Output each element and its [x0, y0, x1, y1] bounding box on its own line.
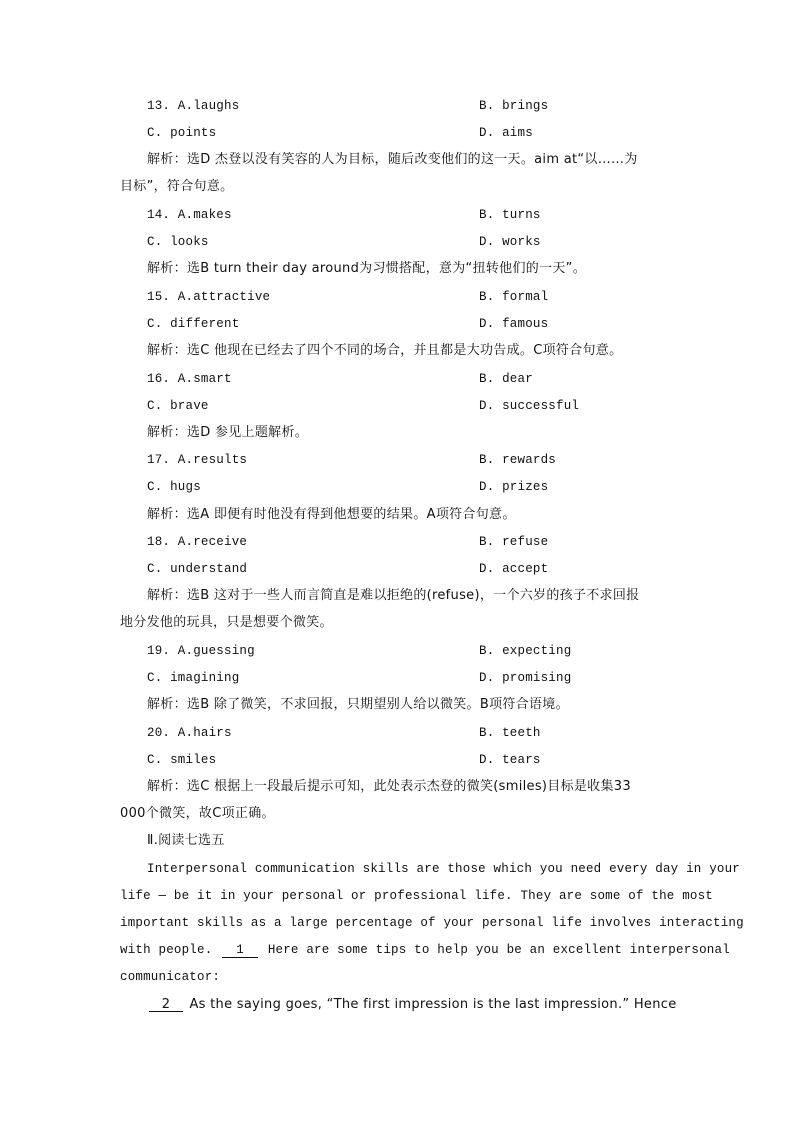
q14-option-d: D. works	[479, 235, 541, 249]
q18-option-a: 18. A.receive	[147, 535, 248, 549]
q17-option-a: 17. A.results	[147, 453, 248, 467]
q17-explanation: 解析：选A 即便有时他没有得到他想要的结果。A项符合句意。	[147, 507, 516, 522]
passage-p1-line4	[120, 942, 730, 958]
q16-option-c: C. brave	[147, 399, 209, 413]
q13-explanation-line1: 解析：选D 杰登以没有笑容的人为目标，随后改变他们的这一天。aim at“以……为	[147, 152, 638, 167]
passage-p2-line1-text: As the saying goes, “The first impression is the last impression.” Hence	[189, 997, 677, 1012]
q13-option-b: B. brings	[479, 99, 549, 113]
q19-option-b: B. expecting	[479, 644, 572, 658]
q13-option-c: C. points	[147, 126, 217, 140]
passage-p1-line5: communicator:	[120, 970, 221, 984]
q17-option-b: B. rewards	[479, 453, 557, 467]
q14-option-c: C. looks	[147, 235, 209, 249]
q20-option-b: B. teeth	[479, 726, 541, 740]
q15-option-b: B. formal	[479, 290, 549, 304]
q18-explanation-line2: 地分发他的玩具，只是想要个微笑。	[120, 615, 333, 630]
q19-option-a: 19. A.guessing	[147, 644, 255, 658]
passage-p2-line1	[147, 997, 677, 1013]
blank-2: 2	[149, 998, 183, 1012]
q15-explanation: 解析：选C 他现在已经去了四个不同的场合，并且都是大功告成。C项符合句意。	[147, 343, 623, 358]
passage-p1-line2: life — be it in your personal or professional life. They are some of the most	[120, 889, 713, 903]
passage-p1-line1: Interpersonal communication skills are those which you need every day in your	[147, 862, 740, 876]
q20-explanation-line1: 解析：选C 根据上一段最后提示可知，此处表示杰登的微笑(smiles)目标是收集33	[147, 779, 631, 794]
q13-option-a: 13. A.laughs	[147, 99, 240, 113]
q16-option-b: B. dear	[479, 372, 533, 386]
q18-option-c: C. understand	[147, 562, 248, 576]
q19-option-c: C. imagining	[147, 671, 240, 685]
q14-option-b: B. turns	[479, 208, 541, 222]
q15-option-d: D. famous	[479, 317, 549, 331]
q16-explanation: 解析：选D 参见上题解析。	[147, 425, 309, 440]
blank-1: 1	[222, 944, 258, 958]
q20-explanation-line2: 000个微笑，故C项正确。	[120, 806, 275, 821]
q14-explanation: 解析：选B turn their day around为习惯搭配，意为“扭转他们的一天”。	[147, 261, 587, 276]
q14-option-a: 14. A.makes	[147, 208, 232, 222]
q20-option-d: D. tears	[479, 753, 541, 767]
q17-option-d: D. prizes	[479, 480, 549, 494]
q19-option-d: D. promising	[479, 671, 572, 685]
q13-explanation-line2: 目标”，符合句意。	[120, 179, 234, 194]
q16-option-d: D. successful	[479, 399, 580, 413]
q18-option-d: D. accept	[479, 562, 549, 576]
passage-p1-line3: important skills as a large percentage of your personal life involves interacting	[120, 916, 744, 930]
q19-explanation: 解析：选B 除了微笑，不求回报，只期望别人给以微笑。B项符合语境。	[147, 697, 569, 712]
q20-option-a: 20. A.hairs	[147, 726, 232, 740]
q18-explanation-line1: 解析：选B 这对于一些人而言简直是难以拒绝的(refuse)，一个六岁的孩子不求回报	[147, 588, 640, 603]
q20-option-c: C. smiles	[147, 753, 217, 767]
q17-option-c: C. hugs	[147, 480, 201, 494]
section-heading: Ⅱ.阅读七选五	[147, 833, 225, 848]
passage-p1-line4-end: Here are some tips to help you be an excellent interpersonal	[267, 943, 730, 957]
q16-option-a: 16. A.smart	[147, 372, 232, 386]
q13-option-d: D. aims	[479, 126, 533, 140]
q15-option-c: C. different	[147, 317, 240, 331]
passage-p1-line4-start: with people.	[120, 943, 213, 957]
q15-option-a: 15. A.attractive	[147, 290, 271, 304]
q18-option-b: B. refuse	[479, 535, 549, 549]
